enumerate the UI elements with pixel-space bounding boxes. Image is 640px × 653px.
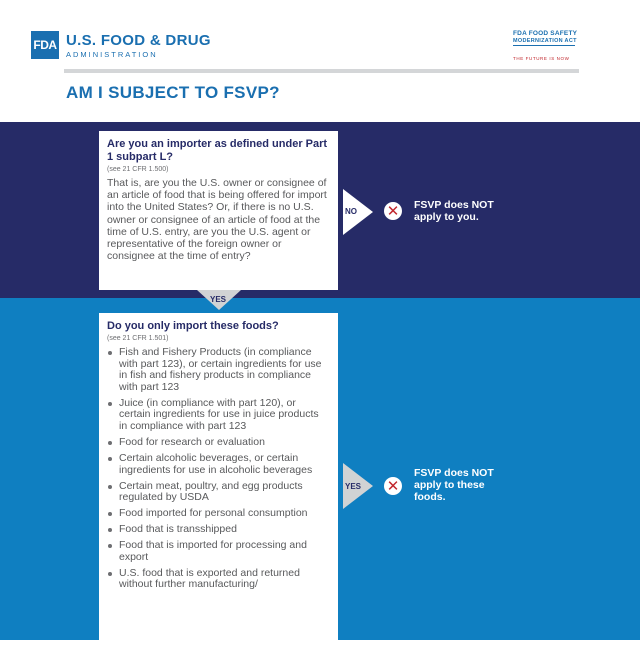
list-item: Food that is imported for processing and export	[107, 540, 328, 563]
question1-card	[99, 131, 338, 290]
no-arrow-label: NO	[345, 207, 357, 216]
fsma-act: MODERNIZATION ACT	[513, 38, 577, 44]
x-circle-icon: ✕	[384, 477, 402, 495]
list-item: Food that is transshipped	[107, 524, 328, 536]
list-item: U.S. food that is exported and returned without further manufacturing/	[107, 568, 328, 591]
list-item: Fish and Fishery Products (in compliance with part 123), or certain ingredients for use in fish and fishery products in compliance with part 123	[107, 347, 328, 393]
agency-subtitle: ADMINISTRATION	[66, 50, 158, 59]
bullet	[108, 544, 112, 548]
bullet	[108, 441, 112, 445]
page-title: AM I SUBJECT TO FSVP?	[66, 83, 280, 102]
result1-text: FSVP does NOT apply to you.	[414, 199, 494, 223]
list-item: Certain alcoholic beverages, or certain ingredients for use in alcoholic beverages	[107, 453, 328, 476]
bullet	[108, 351, 112, 355]
bullet	[108, 485, 112, 489]
list-item: Certain meat, poultry, and egg products regulated by USDA	[107, 481, 328, 504]
list-item: Juice (in compliance with part 120), or certain ingredients for use in juice products in compliance with part 123	[107, 398, 328, 433]
bullet	[108, 572, 112, 576]
bullet	[108, 457, 112, 461]
bullet	[108, 512, 112, 516]
x-circle-icon: ✕	[384, 202, 402, 220]
question2-title: Do you only import these foods?	[107, 320, 279, 332]
header	[0, 0, 640, 120]
list-item: Food imported for personal consumption	[107, 508, 328, 520]
fsma-logo	[513, 30, 593, 61]
fda-logo: FDA	[31, 31, 59, 59]
list-item: Food for research or evaluation	[107, 437, 328, 449]
agency-name: U.S. FOOD & DRUG	[66, 32, 211, 49]
fsma-title: FDA FOOD SAFETY	[513, 30, 578, 37]
question1-body: That is, are you the U.S. owner or consignee of an article of food that is being offered for import into the United States? Or, if there is no U.S. owner or consignee of an article of food at the time of U.S. entry, are you the U.S. agent or representative of the foreign owner or consignee at the time of entry?	[107, 177, 327, 263]
food-list	[107, 347, 328, 591]
header-divider	[64, 69, 579, 73]
question1-reference: (see 21 CFR 1.500)	[107, 166, 169, 173]
bullet	[108, 528, 112, 532]
yes-arrow-label: YES	[345, 482, 362, 491]
fsma-rule	[513, 45, 575, 46]
question1-title: Are you an importer as defined under Part 1 subpart L?	[107, 138, 328, 163]
yes-down-label: YES	[210, 295, 227, 304]
bullet	[108, 402, 112, 406]
result2-text: FSVP does NOT apply to these foods.	[414, 467, 494, 503]
question2-card	[99, 313, 338, 653]
question2-reference: (see 21 CFR 1.501)	[107, 335, 169, 342]
fsma-tagline: THE FUTURE IS NOW	[513, 56, 570, 61]
